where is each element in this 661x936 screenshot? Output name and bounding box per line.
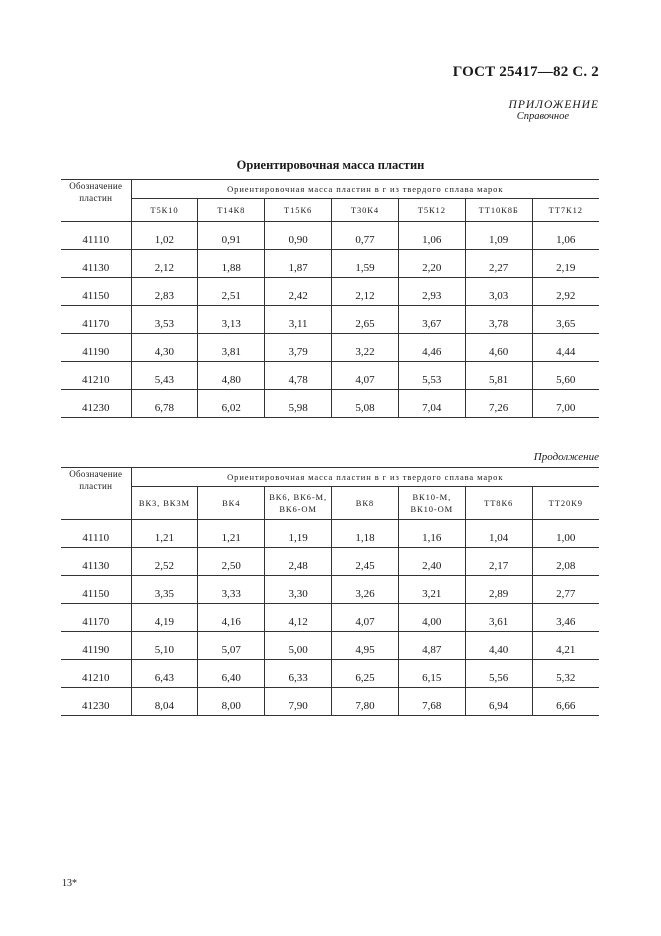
mass-cell: 2,93 <box>398 278 465 306</box>
designation-cell: 41170 <box>61 306 131 334</box>
mass-cell: 3,67 <box>398 306 465 334</box>
mass-cell: 6,94 <box>465 688 532 716</box>
mass-cell: 1,19 <box>265 526 332 548</box>
designation-cell: 41230 <box>61 688 131 716</box>
mass-cell: 7,90 <box>265 688 332 716</box>
mass-cell: 1,06 <box>398 228 465 250</box>
mass-cell: 3,21 <box>398 576 465 604</box>
mass-cell: 1,88 <box>198 250 265 278</box>
designation-cell: 41110 <box>61 526 131 548</box>
mass-cell: 2,19 <box>532 250 599 278</box>
mass-cell: 4,40 <box>465 632 532 660</box>
table-body <box>61 222 599 418</box>
mass-cell: 2,48 <box>265 548 332 576</box>
designation-header: Обозначение пластин <box>61 180 131 222</box>
mass-cell: 4,60 <box>465 334 532 362</box>
mass-cell: 2,92 <box>532 278 599 306</box>
designation-cell: 41170 <box>61 604 131 632</box>
mass-cell: 3,78 <box>465 306 532 334</box>
mass-cell: 4,44 <box>532 334 599 362</box>
table-row <box>61 362 599 390</box>
mass-cell: 6,43 <box>131 660 198 688</box>
mass-cell: 3,26 <box>332 576 399 604</box>
mass-cell: 2,77 <box>532 576 599 604</box>
mass-cell: 1,18 <box>332 526 399 548</box>
mass-cell: 8,00 <box>198 688 265 716</box>
mass-cell: 5,56 <box>465 660 532 688</box>
mass-cell: 1,21 <box>198 526 265 548</box>
mass-cell: 5,60 <box>532 362 599 390</box>
mass-cell: 5,43 <box>131 362 198 390</box>
mass-cell: 5,32 <box>532 660 599 688</box>
mass-cell: 3,46 <box>532 604 599 632</box>
grade-header: Т5К12 <box>398 199 465 222</box>
mass-cell: 5,08 <box>332 390 399 418</box>
mass-cell: 1,87 <box>265 250 332 278</box>
mass-cell: 5,81 <box>465 362 532 390</box>
mass-cell: 6,66 <box>532 688 599 716</box>
mass-cell: 2,51 <box>198 278 265 306</box>
grade-header: Т5К10 <box>131 199 198 222</box>
mass-cell: 5,10 <box>131 632 198 660</box>
designation-cell: 41150 <box>61 576 131 604</box>
table-row <box>61 688 599 716</box>
mass-cell: 7,04 <box>398 390 465 418</box>
mass-cell: 3,79 <box>265 334 332 362</box>
mass-cell: 2,12 <box>332 278 399 306</box>
mass-cell: 5,53 <box>398 362 465 390</box>
table-body <box>61 520 599 716</box>
mass-cell: 2,20 <box>398 250 465 278</box>
mass-cell: 2,83 <box>131 278 198 306</box>
mass-cell: 5,07 <box>198 632 265 660</box>
mass-cell: 2,89 <box>465 576 532 604</box>
reference-label: Справочное <box>516 111 569 122</box>
grade-header: ТТ10К8Б <box>465 199 532 222</box>
continuation-label: Продолжение <box>533 451 599 463</box>
designation-cell: 41190 <box>61 632 131 660</box>
page-number: 13* <box>62 878 77 889</box>
table-row <box>61 390 599 418</box>
mass-cell: 4,46 <box>398 334 465 362</box>
mass-cell: 4,12 <box>265 604 332 632</box>
mass-cell: 4,80 <box>198 362 265 390</box>
mass-cell: 4,95 <box>332 632 399 660</box>
table-row <box>61 278 599 306</box>
mass-cell: 1,09 <box>465 228 532 250</box>
alloy-span-header: Ориентировочная масса пластин в г из твердого сплава марок <box>131 180 599 199</box>
designation-cell: 41150 <box>61 278 131 306</box>
mass-cell: 6,33 <box>265 660 332 688</box>
standard-designation: ГОСТ 25417—82 С. 2 <box>452 64 599 80</box>
mass-cell: 7,00 <box>532 390 599 418</box>
mass-cell: 3,11 <box>265 306 332 334</box>
mass-cell: 4,30 <box>131 334 198 362</box>
mass-cell: 4,16 <box>198 604 265 632</box>
grade-header: ВК3, ВК3М <box>131 487 198 520</box>
mass-cell: 5,98 <box>265 390 332 418</box>
mass-cell: 6,02 <box>198 390 265 418</box>
mass-cell: 2,27 <box>465 250 532 278</box>
grade-header: ТТ8К6 <box>465 487 532 520</box>
mass-cell: 3,61 <box>465 604 532 632</box>
mass-cell: 3,33 <box>198 576 265 604</box>
mass-cell: 1,06 <box>532 228 599 250</box>
mass-cell: 1,02 <box>131 228 198 250</box>
grade-header: ТТ20К9 <box>532 487 599 520</box>
mass-cell: 1,16 <box>398 526 465 548</box>
mass-cell: 4,07 <box>332 362 399 390</box>
mass-cell: 6,25 <box>332 660 399 688</box>
mass-cell: 4,21 <box>532 632 599 660</box>
mass-cell: 4,19 <box>131 604 198 632</box>
grade-header: ВК4 <box>198 487 265 520</box>
table-row <box>61 576 599 604</box>
table-row <box>61 660 599 688</box>
table-row <box>61 604 599 632</box>
mass-table-2 <box>61 467 599 716</box>
mass-cell: 2,65 <box>332 306 399 334</box>
mass-cell: 0,91 <box>198 228 265 250</box>
table-row <box>61 526 599 548</box>
mass-cell: 1,04 <box>465 526 532 548</box>
table-row <box>61 228 599 250</box>
table-row <box>61 250 599 278</box>
mass-cell: 2,12 <box>131 250 198 278</box>
mass-cell: 3,22 <box>332 334 399 362</box>
mass-cell: 2,52 <box>131 548 198 576</box>
designation-cell: 41110 <box>61 228 131 250</box>
grade-header: ТТ7К12 <box>532 199 599 222</box>
designation-cell: 41210 <box>61 362 131 390</box>
table-title: Ориентировочная масса пластин <box>236 158 425 172</box>
mass-cell: 6,40 <box>198 660 265 688</box>
mass-cell: 2,50 <box>198 548 265 576</box>
mass-cell: 1,59 <box>332 250 399 278</box>
appendix-label: ПРИЛОЖЕНИЕ <box>508 99 599 111</box>
mass-cell: 2,08 <box>532 548 599 576</box>
designation-cell: 41130 <box>61 250 131 278</box>
mass-cell: 7,68 <box>398 688 465 716</box>
mass-cell: 3,53 <box>131 306 198 334</box>
mass-cell: 0,77 <box>332 228 399 250</box>
mass-cell: 4,78 <box>265 362 332 390</box>
designation-cell: 41130 <box>61 548 131 576</box>
mass-cell: 3,03 <box>465 278 532 306</box>
table-row <box>61 306 599 334</box>
mass-cell: 6,78 <box>131 390 198 418</box>
mass-cell: 0,90 <box>265 228 332 250</box>
mass-cell: 7,26 <box>465 390 532 418</box>
mass-cell: 3,13 <box>198 306 265 334</box>
mass-cell: 4,07 <box>332 604 399 632</box>
grade-header: ВК10-М, ВК10-ОМ <box>398 487 465 520</box>
grade-header: ВК8 <box>332 487 399 520</box>
mass-cell: 7,80 <box>332 688 399 716</box>
mass-cell: 2,45 <box>332 548 399 576</box>
table-row <box>61 548 599 576</box>
designation-cell: 41210 <box>61 660 131 688</box>
mass-cell: 3,65 <box>532 306 599 334</box>
mass-cell: 8,04 <box>131 688 198 716</box>
mass-cell: 3,81 <box>198 334 265 362</box>
designation-header: Обозначение пластин <box>61 468 131 520</box>
alloy-span-header: Ориентировочная масса пластин в г из твердого сплава марок <box>131 468 599 487</box>
table-row <box>61 334 599 362</box>
mass-cell: 2,42 <box>265 278 332 306</box>
grade-header: Т14К8 <box>198 199 265 222</box>
mass-cell: 6,15 <box>398 660 465 688</box>
mass-cell: 1,00 <box>532 526 599 548</box>
grade-header: Т15К6 <box>265 199 332 222</box>
grade-header: ВК6, ВК6-М, ВК6-ОМ <box>265 487 332 520</box>
mass-cell: 2,40 <box>398 548 465 576</box>
mass-cell: 4,00 <box>398 604 465 632</box>
table-row <box>61 632 599 660</box>
designation-cell: 41190 <box>61 334 131 362</box>
mass-cell: 4,87 <box>398 632 465 660</box>
mass-cell: 5,00 <box>265 632 332 660</box>
mass-cell: 2,17 <box>465 548 532 576</box>
mass-cell: 3,30 <box>265 576 332 604</box>
mass-cell: 1,21 <box>131 526 198 548</box>
designation-cell: 41230 <box>61 390 131 418</box>
mass-cell: 3,35 <box>131 576 198 604</box>
mass-table-1 <box>61 179 599 418</box>
grade-header: Т30К4 <box>332 199 399 222</box>
